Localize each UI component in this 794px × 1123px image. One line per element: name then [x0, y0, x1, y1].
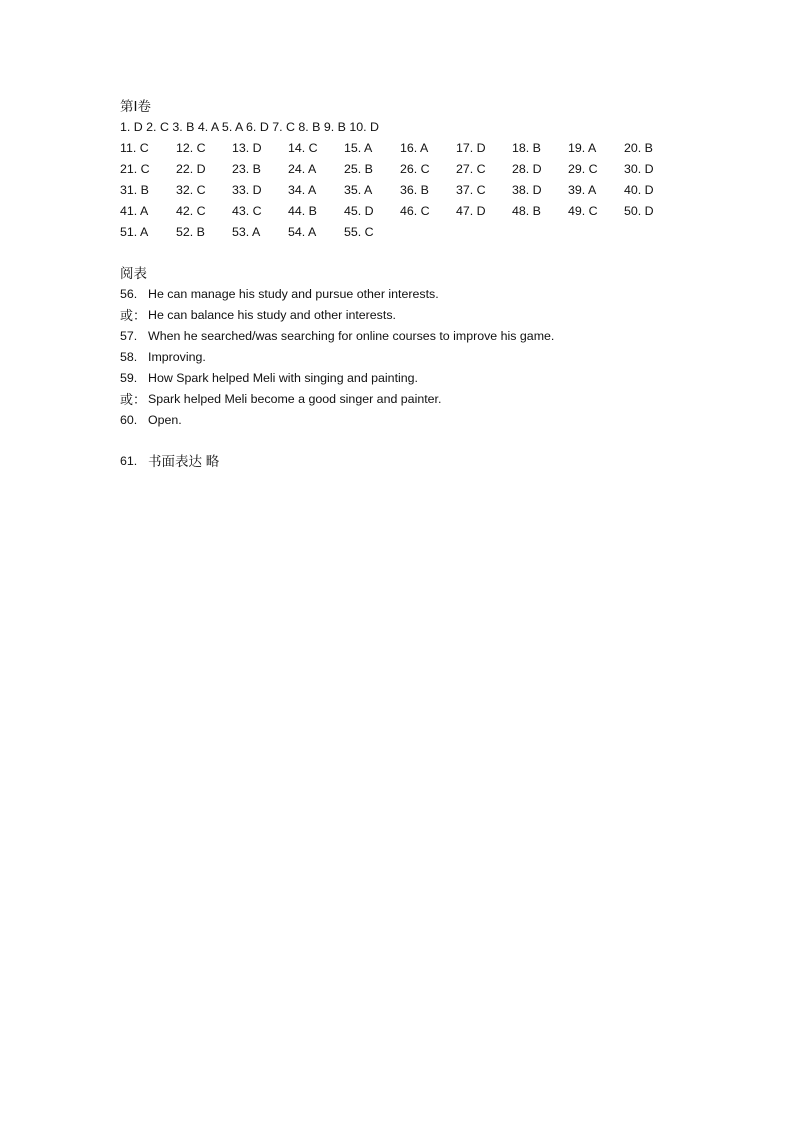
answer-grid: [120, 138, 680, 243]
answer-cell: 54. A: [288, 225, 317, 239]
answer-cell: 52. B: [176, 225, 205, 239]
answer-cell: 53. A: [232, 225, 261, 239]
answer-cell: 36. B: [400, 183, 429, 197]
answer-text: Improving.: [148, 350, 206, 364]
section-title-part2: 阅表: [120, 266, 147, 281]
answer-cell: 16. A: [400, 141, 429, 155]
answer-cell: 12. C: [176, 141, 206, 155]
answer-cell: 39. A: [568, 183, 597, 197]
answer-cell: 27. C: [456, 162, 486, 176]
answer-cell: 29. C: [568, 162, 598, 176]
answer-cell: 17. D: [456, 141, 486, 155]
answer-cell: 41. A: [120, 204, 149, 218]
answer-row: [120, 159, 680, 180]
answer-cell: 32. C: [176, 183, 206, 197]
answer-cell: 51. A: [120, 225, 149, 239]
answer-cell: 47. D: [456, 204, 486, 218]
answer-row: [120, 222, 680, 243]
answer-text: Open.: [148, 413, 182, 427]
answer-text: How Spark helped Meli with singing and painting.: [148, 371, 418, 385]
answer-cell: 33. D: [232, 183, 262, 197]
answer-line: [120, 389, 680, 410]
answer-cell: 21. C: [120, 162, 150, 176]
answers-1-10: 1. D 2. C 3. B 4. A 5. A 6. D 7. C 8. B 9. B 10. D: [120, 120, 379, 134]
answer-text: When he searched/was searching for online courses to improve his game.: [148, 329, 555, 343]
answer-cell: 11. C: [120, 141, 149, 155]
answer-cell: 43. C: [232, 204, 262, 218]
answer-row: [120, 180, 680, 201]
answer-cell: 28. D: [512, 162, 542, 176]
answer-cell: 15. A: [344, 141, 373, 155]
answer-text: He can balance his study and other interests.: [148, 308, 396, 322]
answer-number: 56.: [120, 287, 138, 301]
answer-cell: 45. D: [344, 204, 374, 218]
answer-number: 57.: [120, 329, 138, 343]
answer-cell: 42. C: [176, 204, 206, 218]
answer-cell: 48. B: [512, 204, 541, 218]
answer-cell: 50. D: [624, 204, 654, 218]
answer-cell: 26. C: [400, 162, 430, 176]
answer-cell: 24. A: [288, 162, 317, 176]
answer-cell: 20. B: [624, 141, 653, 155]
answer-cell: 49. C: [568, 204, 598, 218]
answer-line: [120, 326, 680, 347]
answer-cell: 31. B: [120, 183, 149, 197]
answer-cell: 22. D: [176, 162, 206, 176]
answer-number: 或：: [120, 392, 147, 407]
answer-number: 61.: [120, 454, 138, 468]
answer-cell: 18. B: [512, 141, 541, 155]
answer-line: [120, 284, 680, 305]
answer-cell: 46. C: [400, 204, 430, 218]
answer-text: He can manage his study and pursue other interests.: [148, 287, 439, 301]
answer-number: 60.: [120, 413, 138, 427]
answer-cell: 40. D: [624, 183, 654, 197]
answer-line: [120, 347, 680, 368]
answer-cell: 30. D: [624, 162, 654, 176]
answer-cell: 19. A: [568, 141, 597, 155]
answer-line: [120, 410, 680, 431]
section-spacer: [120, 243, 680, 264]
answer-number: 58.: [120, 350, 138, 364]
section-title-part1: 第Ⅰ卷: [120, 99, 151, 114]
answer-cell: 25. B: [344, 162, 373, 176]
answer-cell: 37. C: [456, 183, 486, 197]
answer-line: [120, 368, 680, 389]
answer-cell: 35. A: [344, 183, 373, 197]
answer-cell: 14. C: [288, 141, 318, 155]
answer-line: [120, 305, 680, 326]
answer-text: Spark helped Meli become a good singer and painter.: [148, 392, 442, 406]
answer-number: 59.: [120, 371, 138, 385]
writing-answer-line: [120, 451, 680, 472]
answer-cell: 38. D: [512, 183, 542, 197]
answer-cell: 23. B: [232, 162, 261, 176]
answer-number: 或：: [120, 308, 147, 323]
answer-row: [120, 138, 680, 159]
answer-text: 书面表达 略: [148, 454, 220, 469]
answer-cell: 44. B: [288, 204, 317, 218]
reading-answers: [120, 284, 680, 431]
answer-row: [120, 201, 680, 222]
answer-key-page: [120, 97, 680, 472]
answer-cell: 55. C: [344, 225, 374, 239]
answer-cell: 34. A: [288, 183, 317, 197]
answer-cell: 13. D: [232, 141, 262, 155]
